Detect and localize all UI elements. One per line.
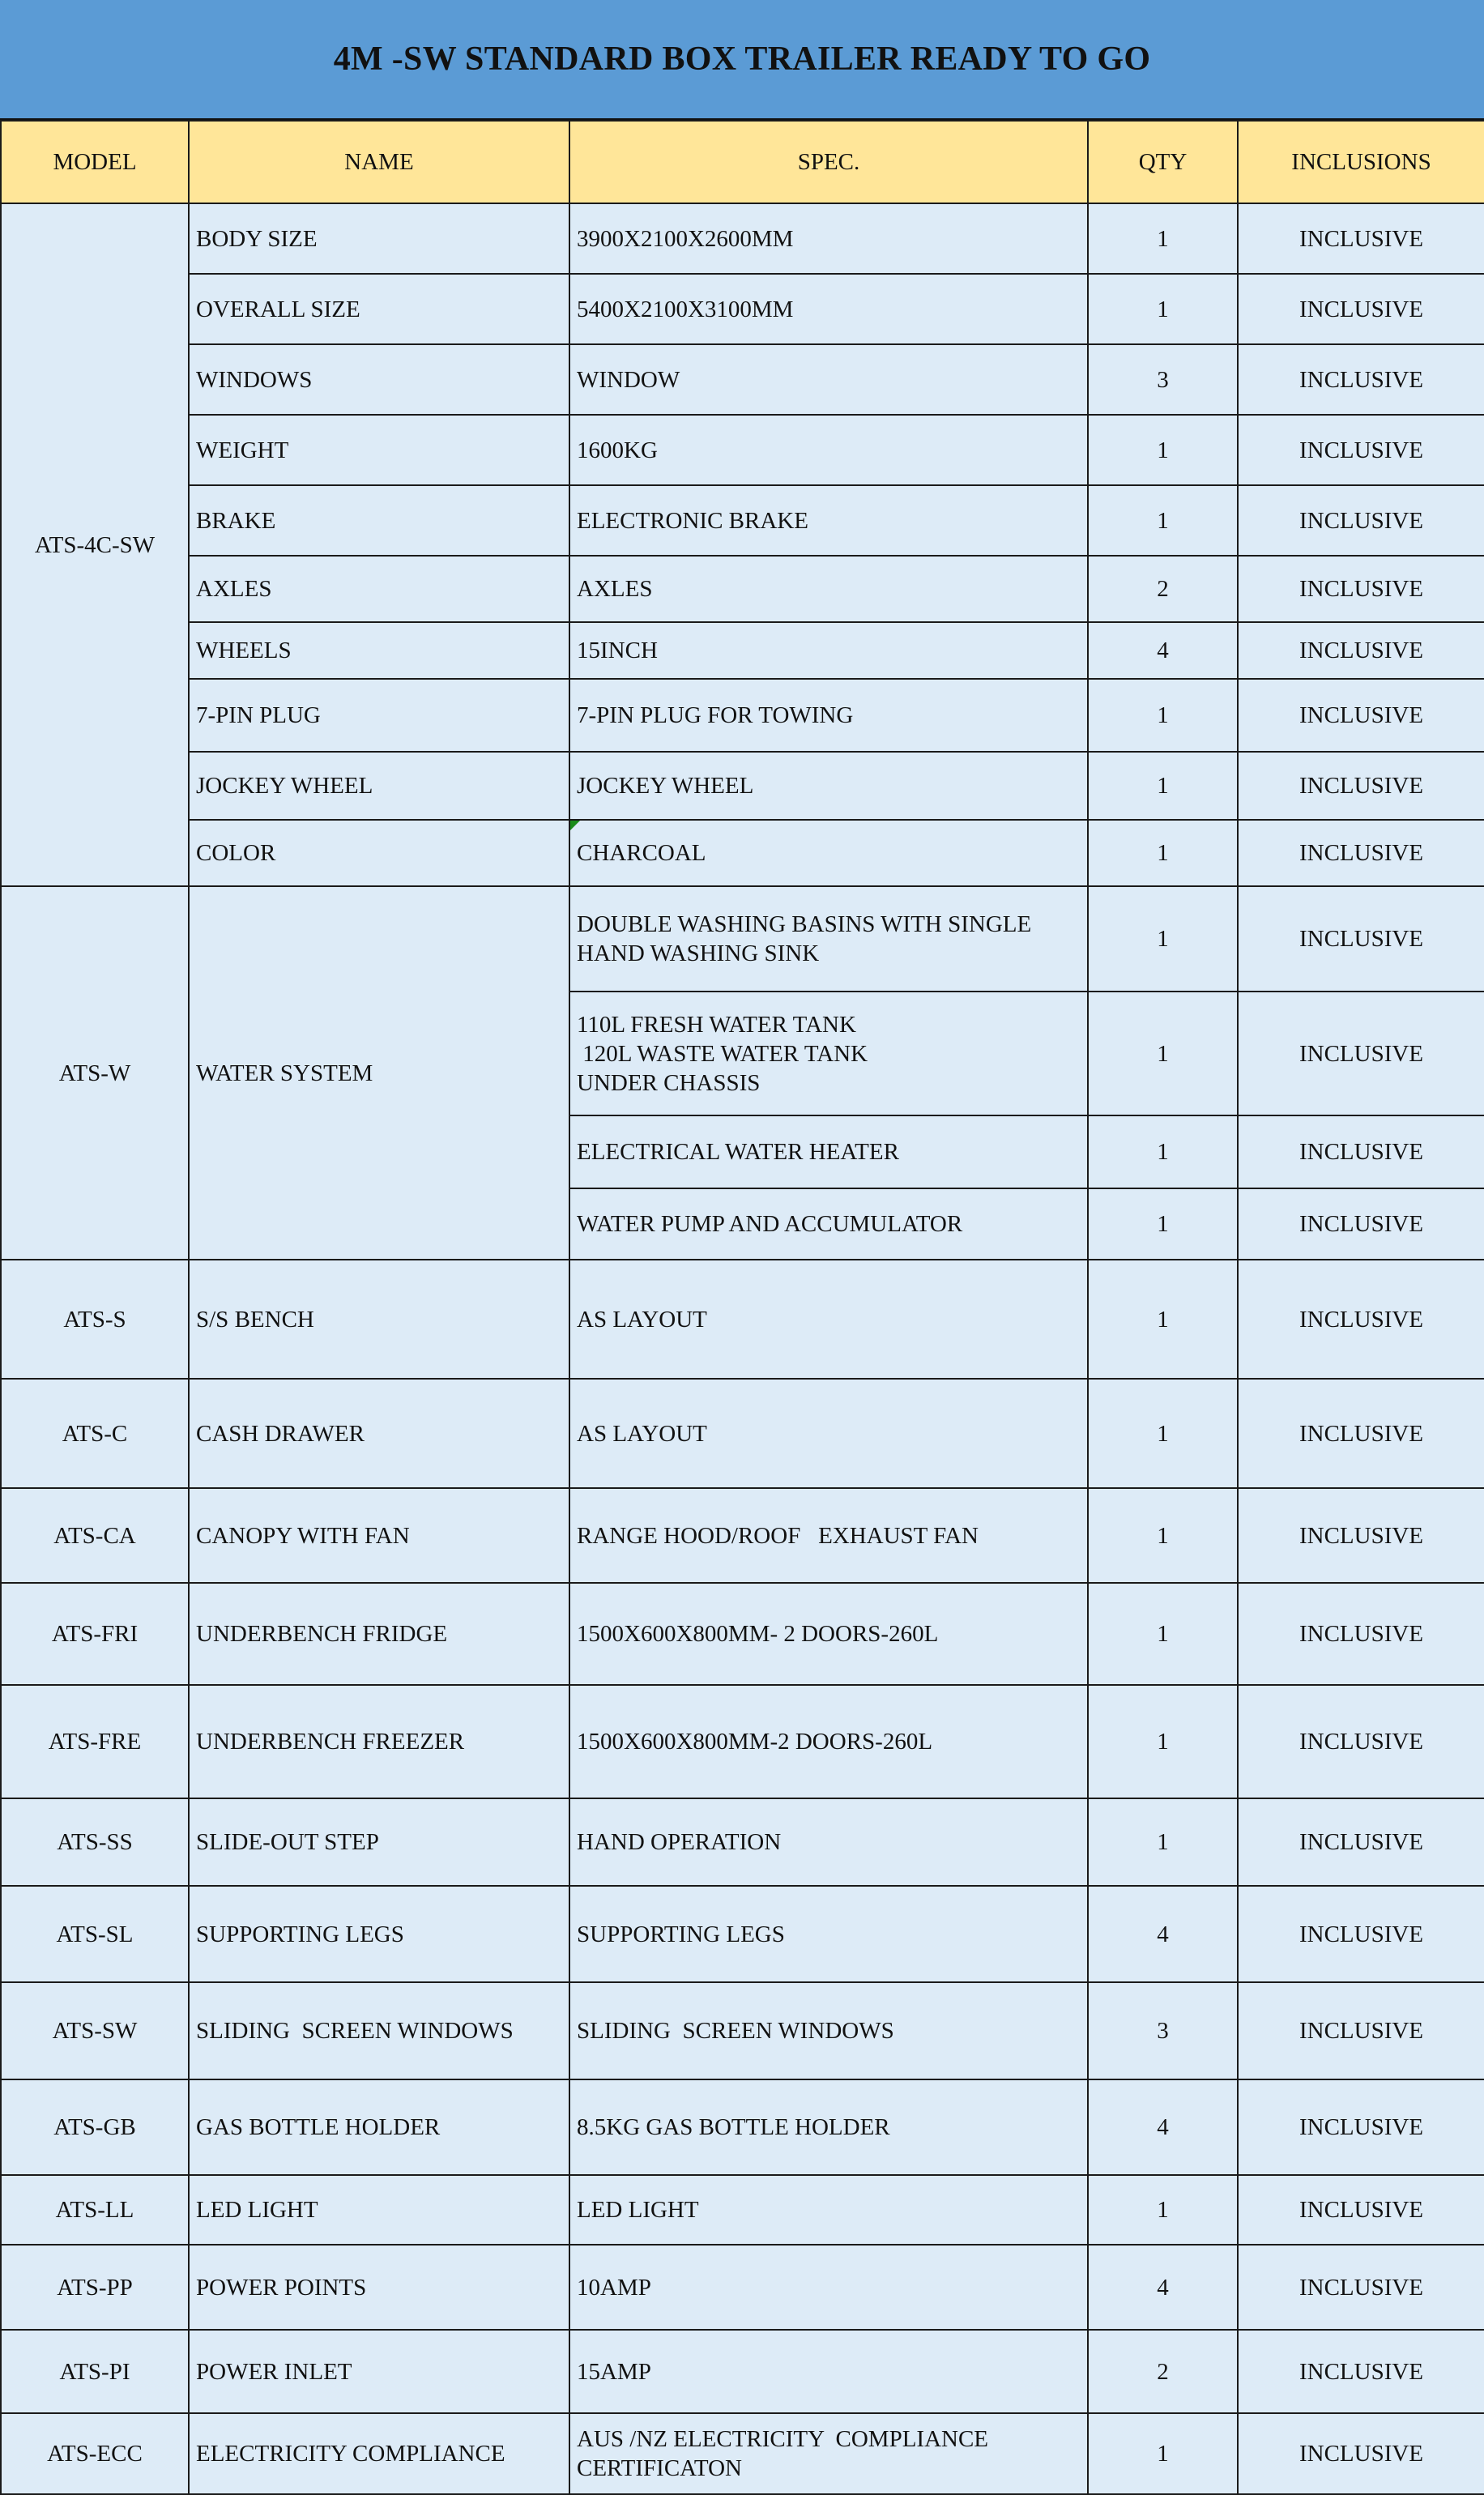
- spec-line: 110L FRESH WATER TANK: [577, 1011, 856, 1038]
- table-row: [1, 415, 1484, 485]
- table-row: [1, 2330, 1484, 2413]
- table-row: [1, 485, 1484, 556]
- table-row: [1, 1260, 1484, 1379]
- spec-cell: WINDOW: [569, 344, 1088, 415]
- inclusions-cell: INCLUSIVE: [1238, 274, 1484, 344]
- spec-cell: 1500X600X800MM-2 DOORS-260L: [569, 1685, 1088, 1798]
- name-cell: BRAKE: [189, 485, 569, 556]
- name-cell: SLIDE-OUT STEP: [189, 1798, 569, 1886]
- table-row: [1, 679, 1484, 752]
- inclusions-cell: INCLUSIVE: [1238, 344, 1484, 415]
- qty-cell: 1: [1088, 1379, 1238, 1488]
- inclusions-cell: INCLUSIVE: [1238, 992, 1484, 1115]
- inclusions-cell: INCLUSIVE: [1238, 1886, 1484, 1982]
- inclusions-cell: INCLUSIVE: [1238, 1488, 1484, 1583]
- spec-table: [0, 120, 1484, 2495]
- name-cell: WHEELS: [189, 622, 569, 679]
- name-cell: WINDOWS: [189, 344, 569, 415]
- name-cell: S/S BENCH: [189, 1260, 569, 1379]
- table-row: [1, 344, 1484, 415]
- qty-cell: 4: [1088, 2079, 1238, 2175]
- spec-line: HAND WASHING SINK: [577, 940, 820, 966]
- table-row: [1, 1583, 1484, 1685]
- table-row: [1, 2413, 1484, 2494]
- name-cell: SLIDING SCREEN WINDOWS: [189, 1982, 569, 2079]
- spec-line: DOUBLE WASHING BASINS WITH SINGLE: [577, 911, 1032, 937]
- name-cell: ELECTRICITY COMPLIANCE: [189, 2413, 569, 2494]
- table-row: [1, 2245, 1484, 2330]
- inclusions-cell: INCLUSIVE: [1238, 556, 1484, 622]
- inclusions-cell: INCLUSIVE: [1238, 203, 1484, 274]
- group-model-cell: ATS-4C-SW: [1, 203, 189, 886]
- table-row: [1, 1798, 1484, 1886]
- model-cell: ATS-FRE: [1, 1685, 189, 1798]
- qty-cell: 2: [1088, 2330, 1238, 2413]
- qty-cell: 3: [1088, 344, 1238, 415]
- qty-cell: 1: [1088, 203, 1238, 274]
- name-cell: BODY SIZE: [189, 203, 569, 274]
- name-cell: SUPPORTING LEGS: [189, 1886, 569, 1982]
- name-cell: WEIGHT: [189, 415, 569, 485]
- spec-cell: 5400X2100X3100MM: [569, 274, 1088, 344]
- inclusions-cell: INCLUSIVE: [1238, 679, 1484, 752]
- header-model: MODEL: [1, 121, 189, 203]
- inclusions-cell: INCLUSIVE: [1238, 886, 1484, 992]
- qty-cell: 1: [1088, 485, 1238, 556]
- table-row: [1, 622, 1484, 679]
- qty-cell: 1: [1088, 1115, 1238, 1188]
- spec-cell: 1600KG: [569, 415, 1088, 485]
- spec-cell: [569, 992, 1088, 1115]
- table-row: [1, 1982, 1484, 2079]
- model-cell: ATS-PP: [1, 2245, 189, 2330]
- inclusions-cell: INCLUSIVE: [1238, 622, 1484, 679]
- qty-cell: 1: [1088, 820, 1238, 886]
- qty-cell: 4: [1088, 1886, 1238, 1982]
- inclusions-cell: INCLUSIVE: [1238, 1379, 1484, 1488]
- inclusions-cell: INCLUSIVE: [1238, 1685, 1484, 1798]
- spec-cell: SLIDING SCREEN WINDOWS: [569, 1982, 1088, 2079]
- qty-cell: 4: [1088, 2245, 1238, 2330]
- spec-cell: 3900X2100X2600MM: [569, 203, 1088, 274]
- spec-cell: WATER PUMP AND ACCUMULATOR: [569, 1188, 1088, 1260]
- qty-cell: 1: [1088, 1798, 1238, 1886]
- table-row: [1, 752, 1484, 820]
- name-cell: JOCKEY WHEEL: [189, 752, 569, 820]
- table-row: [1, 2079, 1484, 2175]
- qty-cell: 1: [1088, 415, 1238, 485]
- table-row: [1, 1488, 1484, 1583]
- spec-line: AUS /NZ ELECTRICITY COMPLIANCE: [577, 2426, 989, 2452]
- table-row: [1, 886, 1484, 992]
- model-cell: ATS-CA: [1, 1488, 189, 1583]
- name-cell: POWER INLET: [189, 2330, 569, 2413]
- spec-cell: AS LAYOUT: [569, 1379, 1088, 1488]
- group-model-cell: ATS-W: [1, 886, 189, 1260]
- inclusions-cell: INCLUSIVE: [1238, 1188, 1484, 1260]
- table-row: [1, 203, 1484, 274]
- spec-cell: AXLES: [569, 556, 1088, 622]
- name-cell: AXLES: [189, 556, 569, 622]
- group-name-cell: WATER SYSTEM: [189, 886, 569, 1260]
- model-cell: ATS-S: [1, 1260, 189, 1379]
- name-cell: UNDERBENCH FREEZER: [189, 1685, 569, 1798]
- qty-cell: 1: [1088, 1488, 1238, 1583]
- qty-cell: 1: [1088, 1685, 1238, 1798]
- inclusions-cell: INCLUSIVE: [1238, 1798, 1484, 1886]
- model-cell: ATS-SW: [1, 1982, 189, 2079]
- inclusions-cell: INCLUSIVE: [1238, 1115, 1484, 1188]
- sheet-title: 4M -SW STANDARD BOX TRAILER READY TO GO: [333, 41, 1151, 78]
- spec-cell: CHARCOAL: [569, 820, 1088, 886]
- header-name: NAME: [189, 121, 569, 203]
- table-row: [1, 2175, 1484, 2245]
- qty-cell: 1: [1088, 992, 1238, 1115]
- table-row: [1, 1379, 1484, 1488]
- name-cell: GAS BOTTLE HOLDER: [189, 2079, 569, 2175]
- spec-cell: JOCKEY WHEEL: [569, 752, 1088, 820]
- name-cell: CASH DRAWER: [189, 1379, 569, 1488]
- spec-cell: AS LAYOUT: [569, 1260, 1088, 1379]
- model-cell: ATS-GB: [1, 2079, 189, 2175]
- inclusions-cell: INCLUSIVE: [1238, 415, 1484, 485]
- inclusions-cell: INCLUSIVE: [1238, 2079, 1484, 2175]
- name-cell: COLOR: [189, 820, 569, 886]
- qty-cell: 1: [1088, 274, 1238, 344]
- qty-cell: 2: [1088, 556, 1238, 622]
- spec-cell: 15INCH: [569, 622, 1088, 679]
- inclusions-cell: INCLUSIVE: [1238, 820, 1484, 886]
- spec-cell: HAND OPERATION: [569, 1798, 1088, 1886]
- table-row: [1, 274, 1484, 344]
- qty-cell: 1: [1088, 1260, 1238, 1379]
- header-inclusions: INCLUSIONS: [1238, 121, 1484, 203]
- spec-cell: ELECTRONIC BRAKE: [569, 485, 1088, 556]
- qty-cell: 1: [1088, 1188, 1238, 1260]
- inclusions-cell: INCLUSIVE: [1238, 2175, 1484, 2245]
- qty-cell: 3: [1088, 1982, 1238, 2079]
- spec-cell: 15AMP: [569, 2330, 1088, 2413]
- model-cell: ATS-SS: [1, 1798, 189, 1886]
- model-cell: ATS-FRI: [1, 1583, 189, 1685]
- model-cell: ATS-ECC: [1, 2413, 189, 2494]
- model-cell: ATS-C: [1, 1379, 189, 1488]
- title-bar: [0, 0, 1484, 120]
- table-row: [1, 820, 1484, 886]
- qty-cell: 1: [1088, 2413, 1238, 2494]
- inclusions-cell: INCLUSIVE: [1238, 1260, 1484, 1379]
- header-row: [1, 121, 1484, 203]
- qty-cell: 4: [1088, 622, 1238, 679]
- name-cell: 7-PIN PLUG: [189, 679, 569, 752]
- qty-cell: 1: [1088, 1583, 1238, 1685]
- model-cell: ATS-LL: [1, 2175, 189, 2245]
- inclusions-cell: INCLUSIVE: [1238, 2245, 1484, 2330]
- spec-cell: SUPPORTING LEGS: [569, 1886, 1088, 1982]
- table-row: [1, 556, 1484, 622]
- table-row: [1, 1685, 1484, 1798]
- name-cell: CANOPY WITH FAN: [189, 1488, 569, 1583]
- header-qty: QTY: [1088, 121, 1238, 203]
- spec-cell: RANGE HOOD/ROOF EXHAUST FAN: [569, 1488, 1088, 1583]
- inclusions-cell: INCLUSIVE: [1238, 2330, 1484, 2413]
- spec-cell: 8.5KG GAS BOTTLE HOLDER: [569, 2079, 1088, 2175]
- qty-cell: 1: [1088, 2175, 1238, 2245]
- model-cell: ATS-SL: [1, 1886, 189, 1982]
- table-row: [1, 1886, 1484, 1982]
- inclusions-cell: INCLUSIVE: [1238, 2413, 1484, 2494]
- spec-line: UNDER CHASSIS: [577, 1069, 761, 1096]
- inclusions-cell: INCLUSIVE: [1238, 1583, 1484, 1685]
- spec-cell: [569, 886, 1088, 992]
- spec-line: 120L WASTE WATER TANK: [577, 1040, 868, 1067]
- spec-cell: 1500X600X800MM- 2 DOORS-260L: [569, 1583, 1088, 1685]
- name-cell: UNDERBENCH FRIDGE: [189, 1583, 569, 1685]
- model-cell: ATS-PI: [1, 2330, 189, 2413]
- spec-cell: ELECTRICAL WATER HEATER: [569, 1115, 1088, 1188]
- spec-line: CERTIFICATON: [577, 2455, 742, 2481]
- spec-cell: 10AMP: [569, 2245, 1088, 2330]
- name-cell: OVERALL SIZE: [189, 274, 569, 344]
- spec-cell: LED LIGHT: [569, 2175, 1088, 2245]
- qty-cell: 1: [1088, 752, 1238, 820]
- qty-cell: 1: [1088, 886, 1238, 992]
- inclusions-cell: INCLUSIVE: [1238, 1982, 1484, 2079]
- inclusions-cell: INCLUSIVE: [1238, 752, 1484, 820]
- name-cell: POWER POINTS: [189, 2245, 569, 2330]
- header-spec: SPEC.: [569, 121, 1088, 203]
- spec-cell: 7-PIN PLUG FOR TOWING: [569, 679, 1088, 752]
- inclusions-cell: INCLUSIVE: [1238, 485, 1484, 556]
- name-cell: LED LIGHT: [189, 2175, 569, 2245]
- spec-cell: [569, 2413, 1088, 2494]
- qty-cell: 1: [1088, 679, 1238, 752]
